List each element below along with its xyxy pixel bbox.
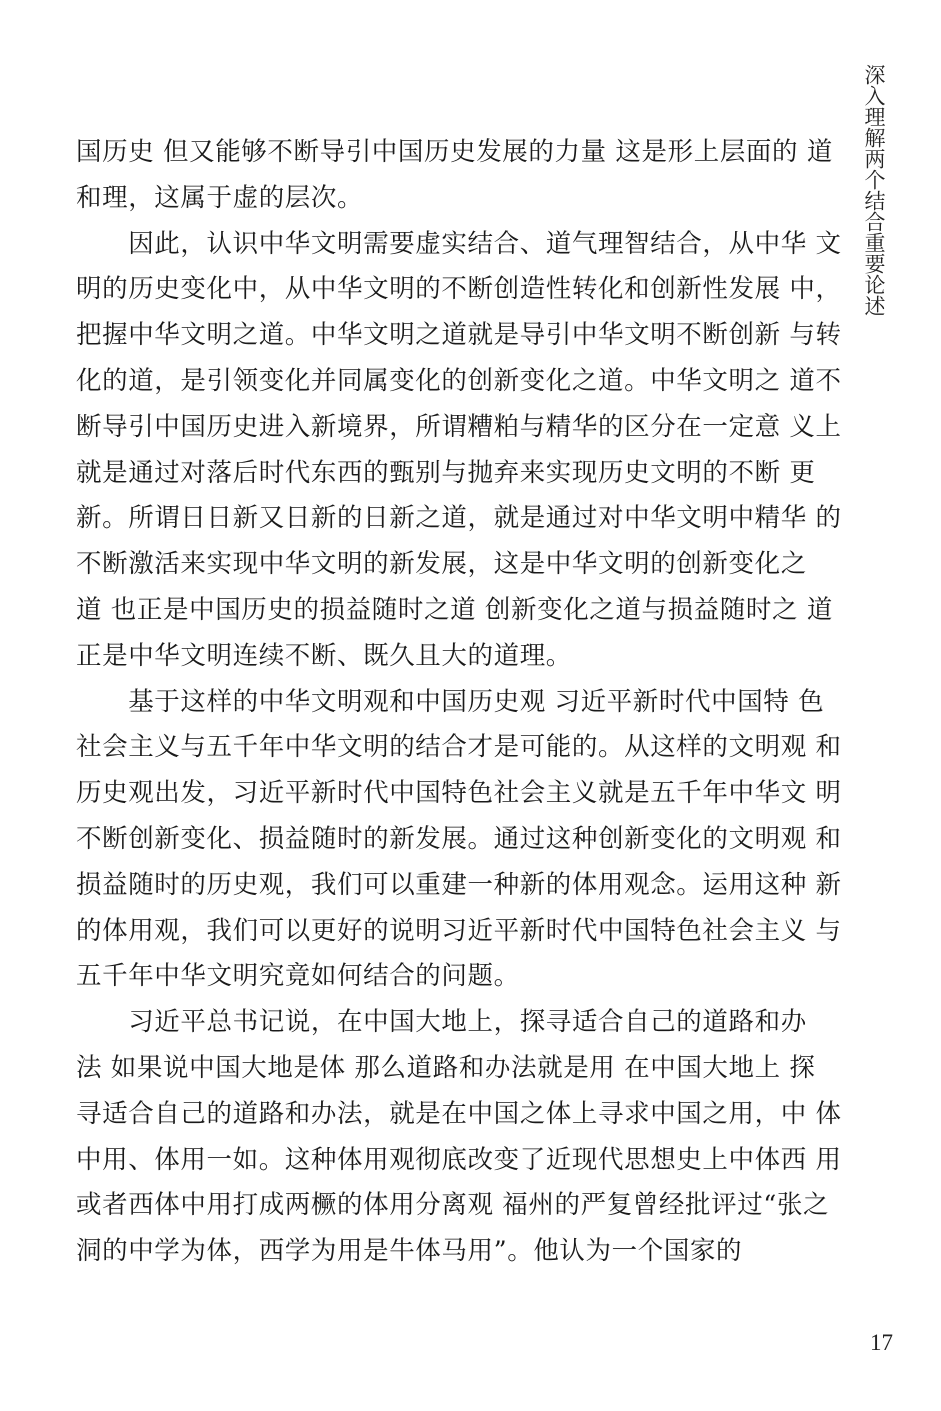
text-line: 正是中华文明连续不断、既久且大的道理。 <box>76 640 572 671</box>
text-line: 不断激活来实现中华文明的新发展，这是中华文明的创新变化之 <box>76 549 807 580</box>
running-head-title: 深入理解两个结合重要论述 <box>862 64 886 316</box>
text-line: 洞的中学为体，西学为用是牛体马用”。他认为一个国家的 <box>76 1236 743 1267</box>
text-line: 不断创新变化、损益随时的新发展。通过这种创新变化的文明观 和 <box>76 823 842 854</box>
text-line: 或者西体中用打成两橛的体用分离观 福州的严复曾经批评过“张之 <box>76 1190 830 1221</box>
text-line: 和理，这属于虚的层次。 <box>76 182 364 213</box>
text-line: 的体用观，我们可以更好的说明习近平新时代中国特色社会主义 与 <box>76 915 842 946</box>
text-line: 历史观出发，习近平新时代中国特色社会主义就是五千年中华文 明 <box>76 778 842 809</box>
page-number: 17 <box>870 1330 893 1355</box>
text-line: 损益随时的历史观，我们可以重建一种新的体用观念。运用这种 新 <box>76 869 842 900</box>
text-line: 中用、体用一如。这种体用观彻底改变了近现代思想史上中体西 用 <box>76 1144 842 1175</box>
text-line: 法 如果说中国大地是体 那么道路和办法就是用 在中国大地上 探 <box>76 1052 816 1083</box>
text-line: 习近平总书记说，在中国大地上，探寻适合自己的道路和办 <box>76 1007 807 1038</box>
text-line: 五千年中华文明究竟如何结合的问题。 <box>76 961 520 992</box>
body-text <box>76 130 842 1275</box>
text-line: 明的历史变化中，从中华文明的不断创造性转化和创新性发展 中， <box>76 274 842 305</box>
text-line: 就是通过对落后时代东西的甄别与抛弃来实现历史文明的不断 更 <box>76 457 816 488</box>
text-line: 新。所谓日日新又日新的日新之道，就是通过对中华文明中精华 的 <box>76 503 842 534</box>
text-line: 断导引中国历史进入新境界，所谓糟粕与精华的区分在一定意 义上 <box>76 411 842 442</box>
text-line: 化的道，是引领变化并同属变化的创新变化之道。中华文明之 道不 <box>76 365 842 396</box>
text-line: 因此，认识中华文明需要虚实结合、道气理智结合，从中华 文 <box>76 228 842 259</box>
text-line: 道 也正是中国历史的损益随时之道 创新变化之道与损益随时之 道 <box>76 594 833 625</box>
text-line: 寻适合自己的道路和办法，就是在中国之体上寻求中国之用，中 体 <box>76 1098 842 1129</box>
text-line: 国历史 但又能够不断导引中国历史发展的力量 这是形上层面的 道 <box>76 137 833 167</box>
text-line: 社会主义与五千年中华文明的结合才是可能的。从这样的文明观 和 <box>76 732 842 763</box>
text-line: 把握中华文明之道。中华文明之道就是导引中华文明不断创新 与转 <box>76 320 842 351</box>
text-line: 基于这样的中华文明观和中国历史观 习近平新时代中国特 色 <box>76 686 825 717</box>
